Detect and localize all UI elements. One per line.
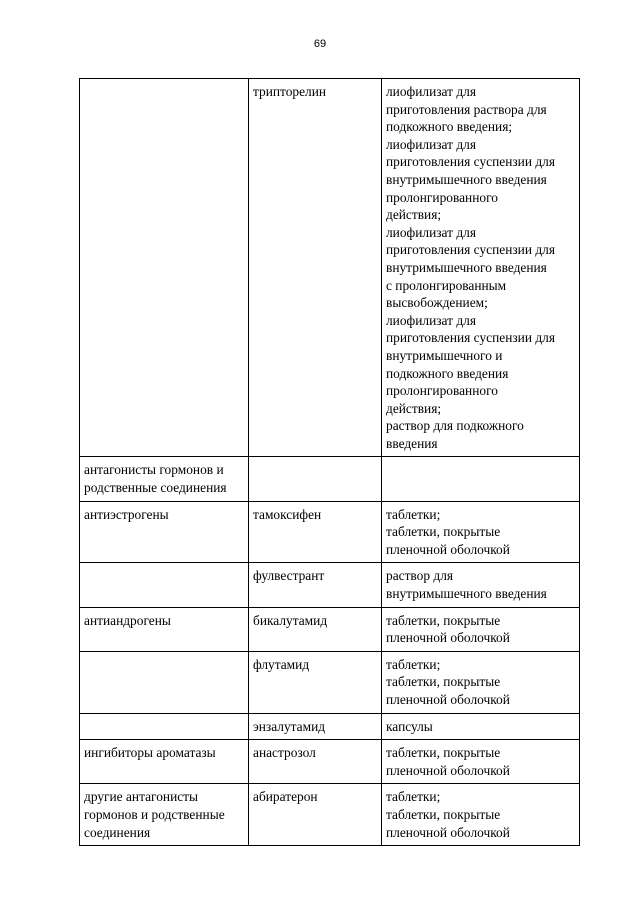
drug-table [79, 78, 580, 846]
table-row [80, 784, 580, 846]
dosage-form-line: приготовления суспензии для [386, 330, 555, 346]
dosage-form-line: таблетки; [386, 656, 441, 672]
dosage-form-line: таблетки, покрытые [386, 674, 501, 690]
dosage-form-line: таблетки, покрытые [386, 806, 501, 822]
dosage-forms-cell [382, 457, 580, 501]
group-cell [80, 651, 249, 713]
group-cell: антагонисты гормонов и родственные соединения [80, 457, 249, 501]
dosage-form-line: внутримышечного введения [386, 586, 547, 602]
group-cell [80, 79, 249, 457]
dosage-form-line: высвобождением; [386, 295, 488, 311]
dosage-form-line: пленочной оболочкой [386, 692, 510, 707]
dosage-form-line: таблетки, покрытые [386, 745, 501, 761]
dosage-forms-cell [382, 713, 580, 740]
dosage-form-line: внутримышечного введения [386, 171, 547, 187]
table-row [80, 740, 580, 784]
dosage-form-line: таблетки; [386, 506, 441, 522]
dosage-forms-cell [382, 784, 580, 846]
table-body [80, 79, 580, 846]
table-row [80, 457, 580, 501]
dosage-form-line: капсулы [386, 718, 433, 734]
dosage-form-line: пленочной оболочкой [386, 824, 510, 840]
dosage-forms-cell [382, 501, 580, 563]
drug-name-cell: трипторелин [249, 79, 382, 457]
dosage-forms-cell [382, 651, 580, 713]
dosage-form-line: лиофилизат для [386, 84, 476, 99]
page-number: 69 [313, 38, 327, 50]
dosage-forms-cell [382, 79, 580, 457]
dosage-form-line: внутримышечного введения [386, 259, 547, 275]
group-cell [80, 713, 249, 740]
dosage-form-line: пленочной оболочкой [386, 630, 510, 646]
dosage-form-line: раствор для [386, 568, 454, 584]
table-row [80, 651, 580, 713]
dosage-form-line: приготовления суспензии для [386, 154, 555, 170]
dosage-form-line: действия; [386, 400, 442, 416]
table-row [80, 563, 580, 607]
dosage-form-line: пролонгированного [386, 383, 498, 399]
drug-name-cell: бикалутамид [249, 607, 382, 651]
drug-name-cell [249, 457, 382, 501]
table-row [80, 79, 580, 457]
dosage-form-line: лиофилизат для [386, 224, 476, 240]
drug-name-cell: тамоксифен [249, 501, 382, 563]
dosage-forms-cell [382, 563, 580, 607]
dosage-form-line: с пролонгированным [386, 277, 507, 293]
dosage-form-line: введения [386, 435, 438, 451]
dosage-form-line: пролонгированного [386, 189, 498, 205]
dosage-forms-cell [382, 740, 580, 784]
dosage-form-line: таблетки; [386, 789, 441, 805]
dosage-form-line: лиофилизат для [386, 312, 476, 328]
dosage-form-line: таблетки, покрытые [386, 524, 501, 540]
dosage-form-line: пленочной оболочкой [386, 762, 510, 778]
dosage-form-line: приготовления суспензии для [386, 242, 555, 258]
dosage-form-line: внутримышечного и [386, 347, 503, 363]
drug-name-cell: флутамид [249, 651, 382, 713]
dosage-form-line: приготовления раствора для [386, 101, 547, 117]
table-row [80, 501, 580, 563]
dosage-form-line: раствор для подкожного [386, 418, 524, 434]
drug-name-cell: энзалутамид [249, 713, 382, 740]
dosage-form-line: действия; [386, 207, 442, 223]
dosage-forms-cell [382, 607, 580, 651]
dosage-form-line: лиофилизат для [386, 136, 476, 152]
group-cell: антиэстрогены [80, 501, 249, 563]
dosage-form-line: таблетки, покрытые [386, 612, 501, 628]
table-row [80, 607, 580, 651]
group-cell [80, 563, 249, 607]
group-cell: ингибиторы ароматазы [80, 740, 249, 784]
drug-name-cell: абиратерон [249, 784, 382, 846]
group-cell: другие антагонисты гормонов и родственные соединения [80, 784, 249, 846]
dosage-form-line: подкожного введения [386, 365, 509, 381]
group-cell: антиандрогены [80, 607, 249, 651]
drug-name-cell: анастрозол [249, 740, 382, 784]
dosage-form-line: подкожного введения; [386, 119, 513, 135]
dosage-form-line: пленочной оболочкой [386, 541, 510, 557]
table-row [80, 713, 580, 740]
drug-name-cell: фулвестрант [249, 563, 382, 607]
